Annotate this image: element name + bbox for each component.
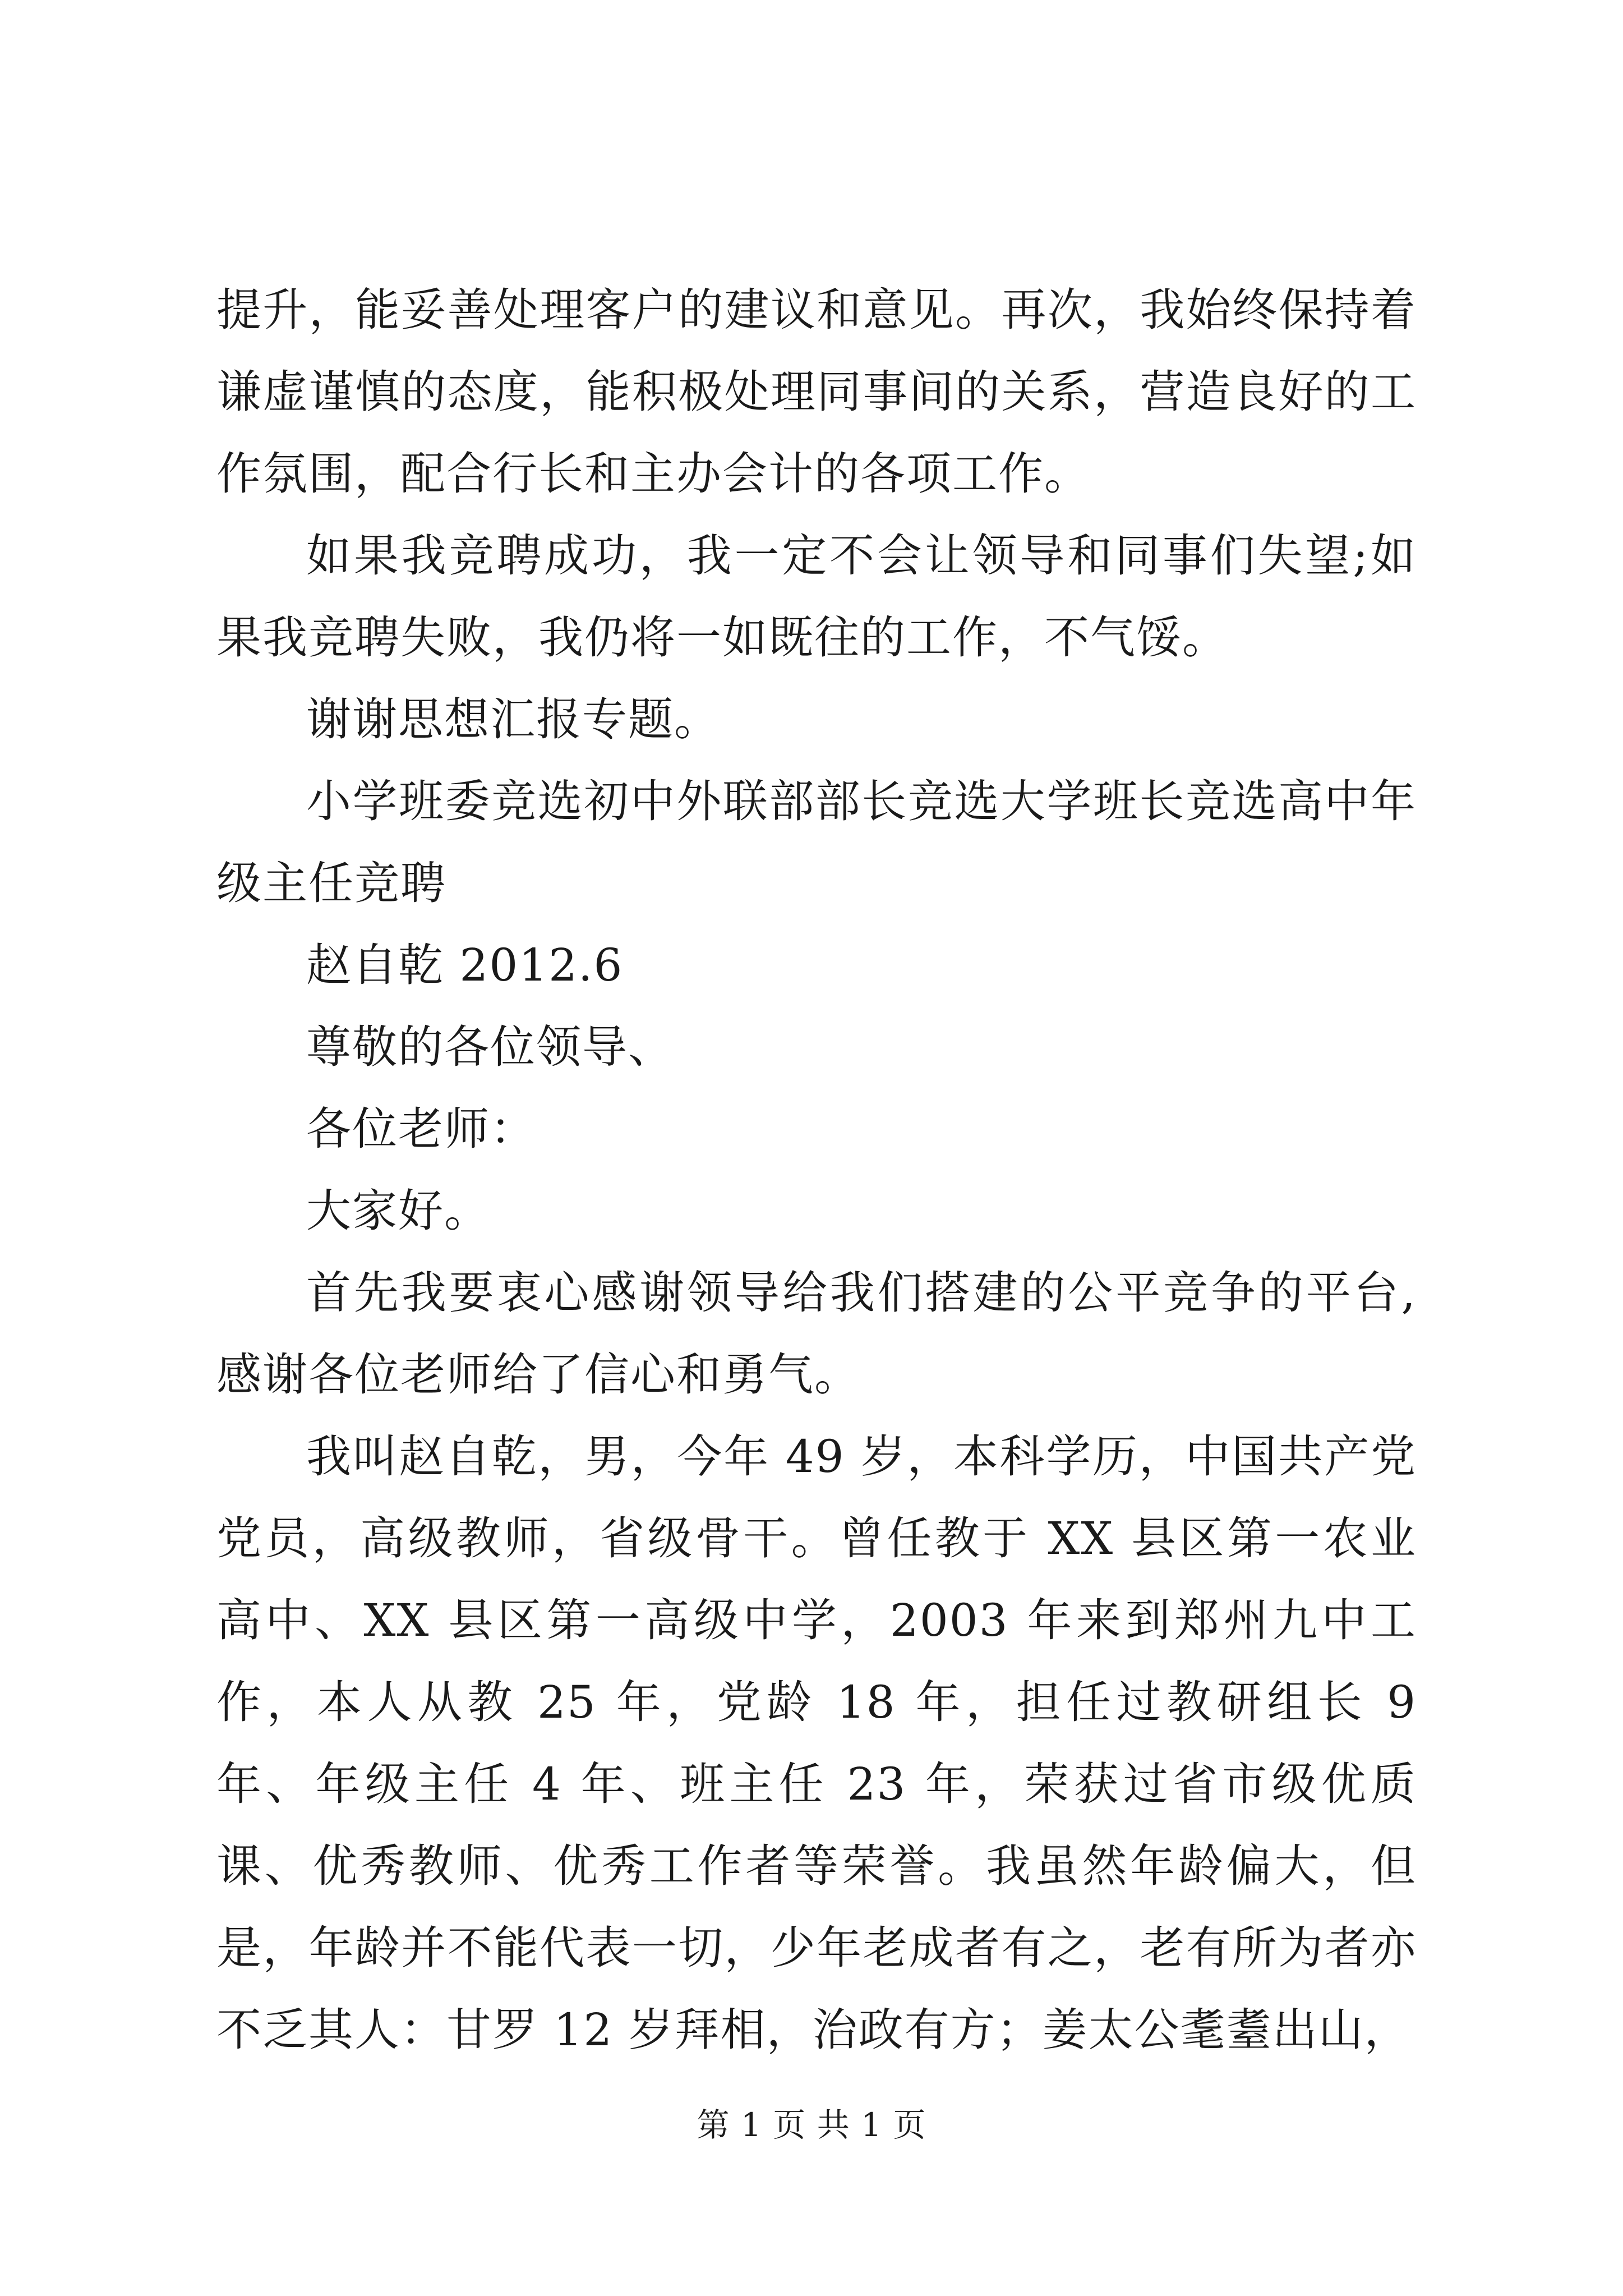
document-body (216, 269, 1417, 2071)
paragraph-5: 赵自乾 2012.6 (306, 939, 624, 991)
paragraph-6: 尊敬的各位领导、 (306, 1021, 674, 1073)
paragraph-7: 各位老师： (306, 1103, 536, 1155)
paragraph-10: 我叫赵自乾，男，今年 49 岁，本科学历，中国共产党党员，高级教师，省级骨干。曾任教于 XX 县区第一农业高中、XX 县区第一高级中学，2003 年来到郑州九中工作，本人从教 25 年，党龄 18 年，担任过教研组长 9 年、年级主任 4 年、班主任 23 年，荣获过省市级优质课、优秀教师、优秀工作者等荣誉。我虽然年龄偏大，但是，年龄并不能代表一切，少年老成者有之，老有所为者亦不乏其人：甘罗 12 岁拜相，治政有方；姜太公耄耋出山， (216, 1430, 1417, 2056)
paragraph-8: 大家好。 (306, 1185, 490, 1237)
page-number-footer: 第 1 页 共 1 页 (697, 2106, 926, 2144)
paragraph-4: 小学班委竞选初中外联部部长竞选大学班长竞选高中年级主任竞聘 (216, 775, 1417, 909)
paragraph-1: 提升，能妥善处理客户的建议和意见。再次，我始终保持着谦虚谨慎的态度，能积极处理同事间的关系，营造良好的工作氛围，配合行长和主办会计的各项工作。 (216, 284, 1417, 500)
paragraph-2: 如果我竞聘成功，我一定不会让领导和同事们失望;如果我竞聘失败，我仍将一如既往的工作，不气馁。 (216, 530, 1417, 664)
paragraph-9: 首先我要衷心感谢领导给我们搭建的公平竞争的平台,感谢各位老师给了信心和勇气。 (216, 1267, 1417, 1401)
paragraph-3: 谢谢思想汇报专题。 (306, 693, 720, 746)
